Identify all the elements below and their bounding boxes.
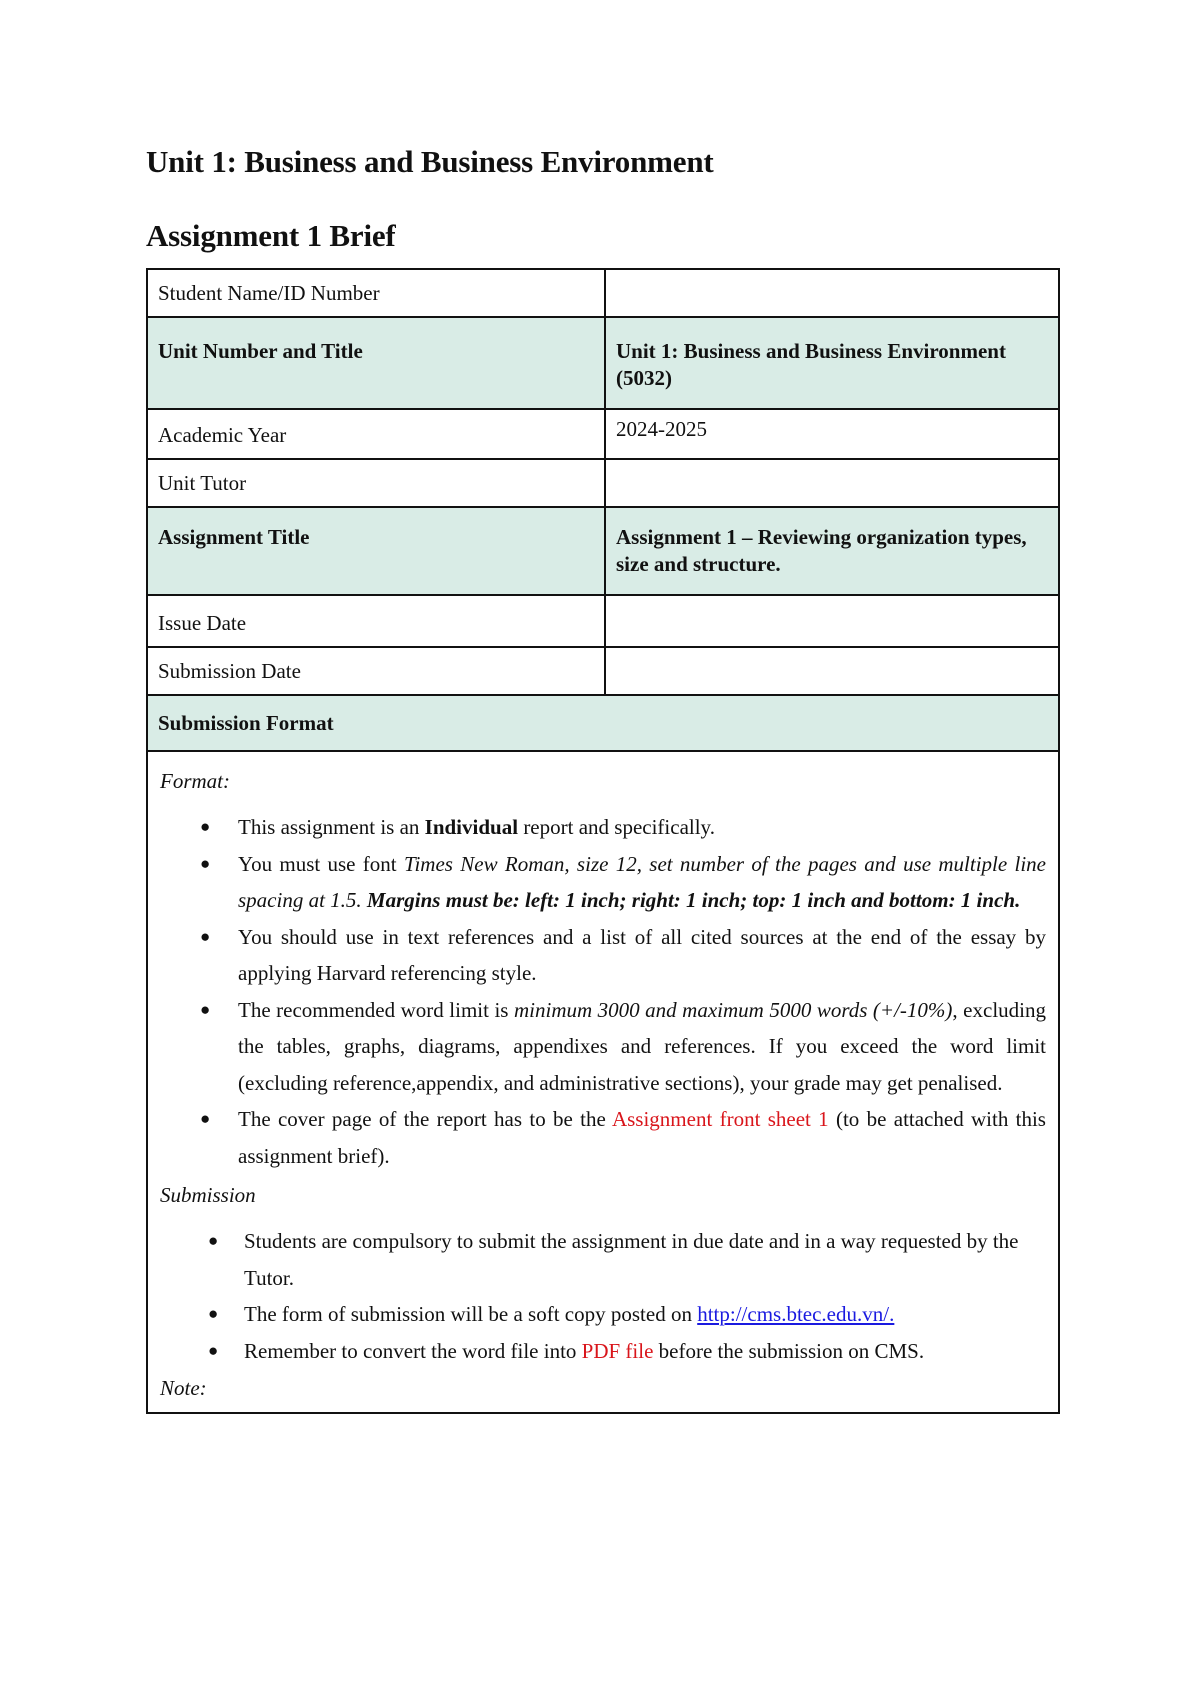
issue-date-label: Issue Date (147, 595, 605, 647)
issue-date-value[interactable] (605, 595, 1059, 647)
table-row (147, 459, 1059, 507)
list-item (160, 809, 1046, 846)
table-row (147, 409, 1059, 459)
submission-label: Submission (160, 1183, 256, 1207)
table-row (147, 647, 1059, 695)
submission-format-header: Submission Format (147, 695, 1059, 751)
submission-date-value[interactable] (605, 647, 1059, 695)
bullet-dot-icon: ● (208, 1304, 219, 1323)
format-b3: You should use in text references and a list of all cited sources at the end of the essay by applying Harvard referencing style. (238, 924, 1046, 985)
assignment-title-label: Assignment Title (147, 507, 605, 595)
student-name-label: Student Name/ID Number (147, 269, 605, 317)
academic-year-value: 2024-2025 (605, 409, 1059, 459)
list-item (160, 1223, 1046, 1296)
table-row (147, 317, 1059, 409)
format-b4-post: , excluding the tables, graphs, diagrams, appendixes and references. If you exceed the word limit (excluding reference,appendix, and administrative sections), your grade may get penalised. (238, 997, 1046, 1095)
unit-number-value: Unit 1: Business and Business Environment (5032) (605, 317, 1059, 409)
submission-s3-post: before the submission on CMS. (653, 1338, 925, 1363)
unit-title: Unit 1: Business and Business Environment (146, 144, 714, 179)
unit-number-label: Unit Number and Title (147, 317, 605, 409)
format-label: Format: (160, 769, 230, 793)
format-b4-pre: The recommended word limit is (238, 997, 514, 1022)
bullet-dot-icon: ● (200, 817, 211, 836)
format-b5-pre: The cover page of the report has to be the (238, 1107, 612, 1131)
student-name-value[interactable] (605, 269, 1059, 317)
table-row (147, 595, 1059, 647)
list-item (160, 919, 1046, 992)
format-b2-italic: Times New Roman, size 12, set number of the pages and use multiple line spacing at 1.5. (238, 851, 1046, 912)
format-b2-pre: You must use font (238, 851, 404, 876)
submission-s3-pre: Remember to convert the word file into (244, 1338, 582, 1363)
format-b5-post: (to be attached with this assignment brief). (238, 1107, 1046, 1168)
format-b1-bold: Individual (424, 815, 519, 839)
submission-date-label: Submission Date (147, 647, 605, 695)
table-row (147, 507, 1059, 595)
front-sheet-reference: Assignment front sheet 1 (611, 1107, 829, 1131)
bullet-dot-icon: ● (208, 1231, 219, 1250)
submission-list (160, 1223, 1046, 1369)
list-item (160, 846, 1046, 919)
table-row (147, 695, 1059, 751)
format-b1-pre: This assignment is an (238, 815, 425, 839)
assignment-brief-table (146, 268, 1060, 1414)
cms-link[interactable]: http://cms.btec.edu.vn/. (697, 1302, 895, 1326)
format-details-cell (147, 751, 1059, 1413)
bullet-dot-icon: ● (200, 853, 211, 873)
academic-year-label: Academic Year (147, 409, 605, 459)
list-item (160, 1101, 1046, 1174)
note-label: Note: (160, 1376, 207, 1400)
assignment-title-value: Assignment 1 – Reviewing organization types, size and structure. (605, 507, 1059, 595)
format-b2-bold: Margins must be: left: 1 inch; right: 1 inch; top: 1 inch and bottom: 1 inch. (361, 888, 1021, 912)
format-b4-italic: minimum 3000 and maximum 5000 words (+/-10%) (513, 997, 953, 1022)
unit-tutor-label: Unit Tutor (147, 459, 605, 507)
brief-title: Assignment 1 Brief (146, 218, 396, 253)
format-list (160, 809, 1046, 1174)
pdf-file-highlight: PDF file (581, 1338, 654, 1363)
table-row (147, 751, 1059, 1413)
bullet-dot-icon: ● (208, 1340, 219, 1360)
bullet-dot-icon: ● (200, 926, 211, 946)
list-item (160, 1333, 1046, 1370)
list-item (160, 1296, 1046, 1333)
submission-s1: Students are compulsory to submit the assignment in due date and in a way requested by the Tutor. (244, 1229, 1019, 1290)
bullet-dot-icon: ● (200, 999, 211, 1019)
list-item (160, 992, 1046, 1102)
unit-tutor-value[interactable] (605, 459, 1059, 507)
submission-s2-pre: The form of submission will be a soft copy posted on (244, 1302, 698, 1326)
bullet-dot-icon: ● (200, 1109, 211, 1128)
format-b1-post: report and specifically. (518, 815, 715, 839)
table-row (147, 269, 1059, 317)
